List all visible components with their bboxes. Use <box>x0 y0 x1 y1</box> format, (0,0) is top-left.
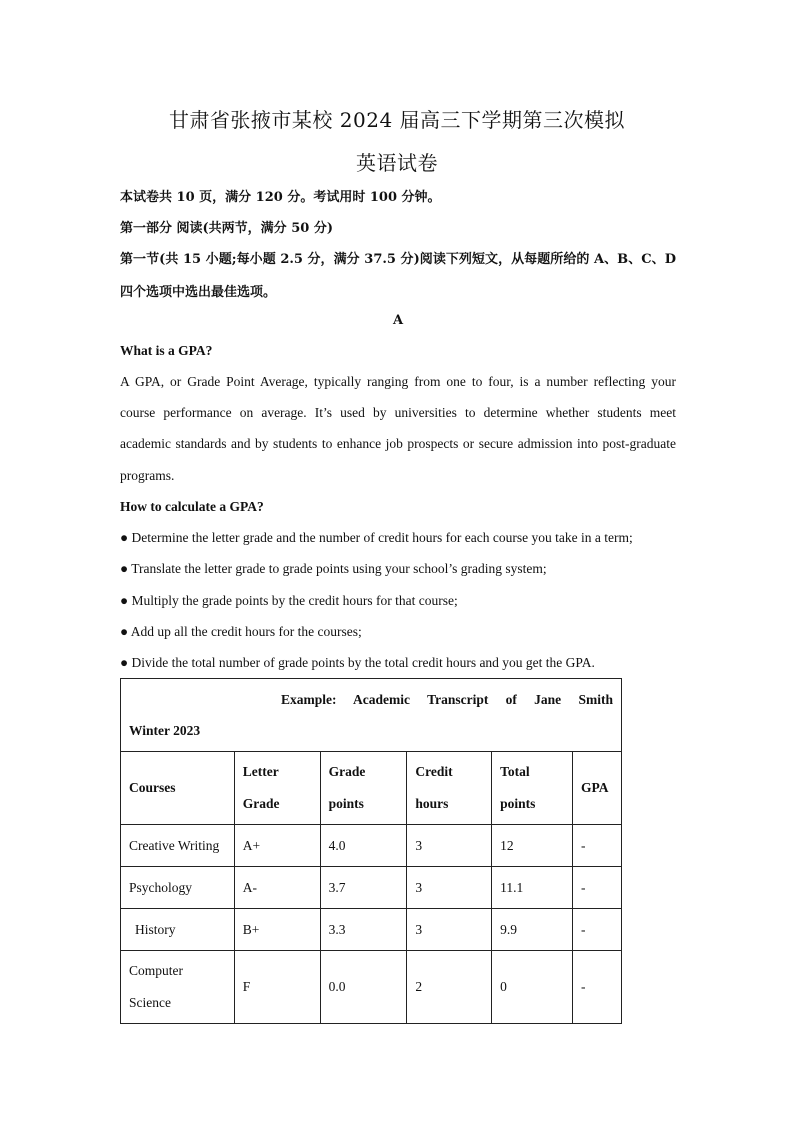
table-row <box>121 909 622 951</box>
passage-letter: A <box>392 313 404 328</box>
table-cell: A- <box>234 867 320 909</box>
column-header: Total points <box>492 752 573 825</box>
table-cell: 11.1 <box>492 867 573 909</box>
bullet-item: ● Divide the total number of grade points by the total credit hours and you get the GPA. <box>120 655 595 670</box>
table-cell: 3 <box>407 867 492 909</box>
column-header: Credit hours <box>407 752 492 825</box>
passage-heading-how: How to calculate a GPA? <box>120 499 264 514</box>
paragraph-line: course performance on average. It’s used by universities to determine whether students meet <box>120 405 676 420</box>
paragraph-line: programs. <box>120 468 175 483</box>
table-cell: 0 <box>492 951 573 1024</box>
table-cell: 3 <box>407 825 492 867</box>
table-cell: 2 <box>407 951 492 1024</box>
table-caption-row <box>121 679 622 752</box>
table-cell: - <box>572 951 621 1024</box>
section-one-instructions-line2: 四个选项中选出最佳选项。 <box>120 285 277 300</box>
section-one-instructions-line1: 第一节(共 15 小题;每小题 2.5 分，满分 37.5 分)阅读下列短文，从每题所给的 A、B、C、D <box>120 252 676 267</box>
table-cell: - <box>572 825 621 867</box>
column-header: Courses <box>121 752 235 825</box>
table-row <box>121 951 622 1024</box>
table-cell: 9.9 <box>492 909 573 951</box>
part-one-heading: 第一部分 阅读(共两节，满分 50 分) <box>120 221 333 236</box>
transcript-table <box>120 678 622 1024</box>
table-cell: - <box>572 867 621 909</box>
passage-heading-what: What is a GPA? <box>120 343 213 358</box>
table-cell: 3.7 <box>320 867 407 909</box>
table-cell: History <box>121 909 235 951</box>
exam-info: 本试卷共 10 页，满分 120 分。考试用时 100 分钟。 <box>120 190 441 205</box>
table-cell: 0.0 <box>320 951 407 1024</box>
bullet-item: ● Translate the letter grade to grade points using your school’s grading system; <box>120 561 547 576</box>
bullet-item: ● Multiply the grade points by the credit hours for that course; <box>120 593 458 608</box>
table-header-row <box>121 752 622 825</box>
table-cell: 4.0 <box>320 825 407 867</box>
table-row <box>121 825 622 867</box>
table-cell: 12 <box>492 825 573 867</box>
table-cell: 3.3 <box>320 909 407 951</box>
column-header: GPA <box>572 752 621 825</box>
exam-title: 甘肃省张掖市某校 2024 届高三下学期第三次模拟 <box>168 108 626 132</box>
table-cell: 3 <box>407 909 492 951</box>
bullet-item: ● Determine the letter grade and the number of credit hours for each course you take in a term; <box>120 530 633 545</box>
table-caption <box>121 679 622 752</box>
table-caption-term: Winter 2023 <box>129 723 201 738</box>
table-cell: Psychology <box>121 867 235 909</box>
table-cell: F <box>234 951 320 1024</box>
bullet-item: ● Add up all the credit hours for the courses; <box>120 624 362 639</box>
table-row <box>121 867 622 909</box>
paragraph-line: A GPA, or Grade Point Average, typically ranging from one to four, is a number reflecting your <box>120 374 676 389</box>
table-cell: Creative Writing <box>121 825 235 867</box>
table-cell: B+ <box>234 909 320 951</box>
table-cell: - <box>572 909 621 951</box>
table-cell: Computer Science <box>121 951 235 1024</box>
column-header: Grade points <box>320 752 407 825</box>
column-header: Letter Grade <box>234 752 320 825</box>
table-cell: A+ <box>234 825 320 867</box>
exam-subtitle: 英语试卷 <box>356 151 438 175</box>
paragraph-line: academic standards and by students to enhance job prospects or secure admission into post-graduate <box>120 436 676 451</box>
table-caption-title: Example: Academic Transcript of Jane Smith <box>281 692 613 707</box>
